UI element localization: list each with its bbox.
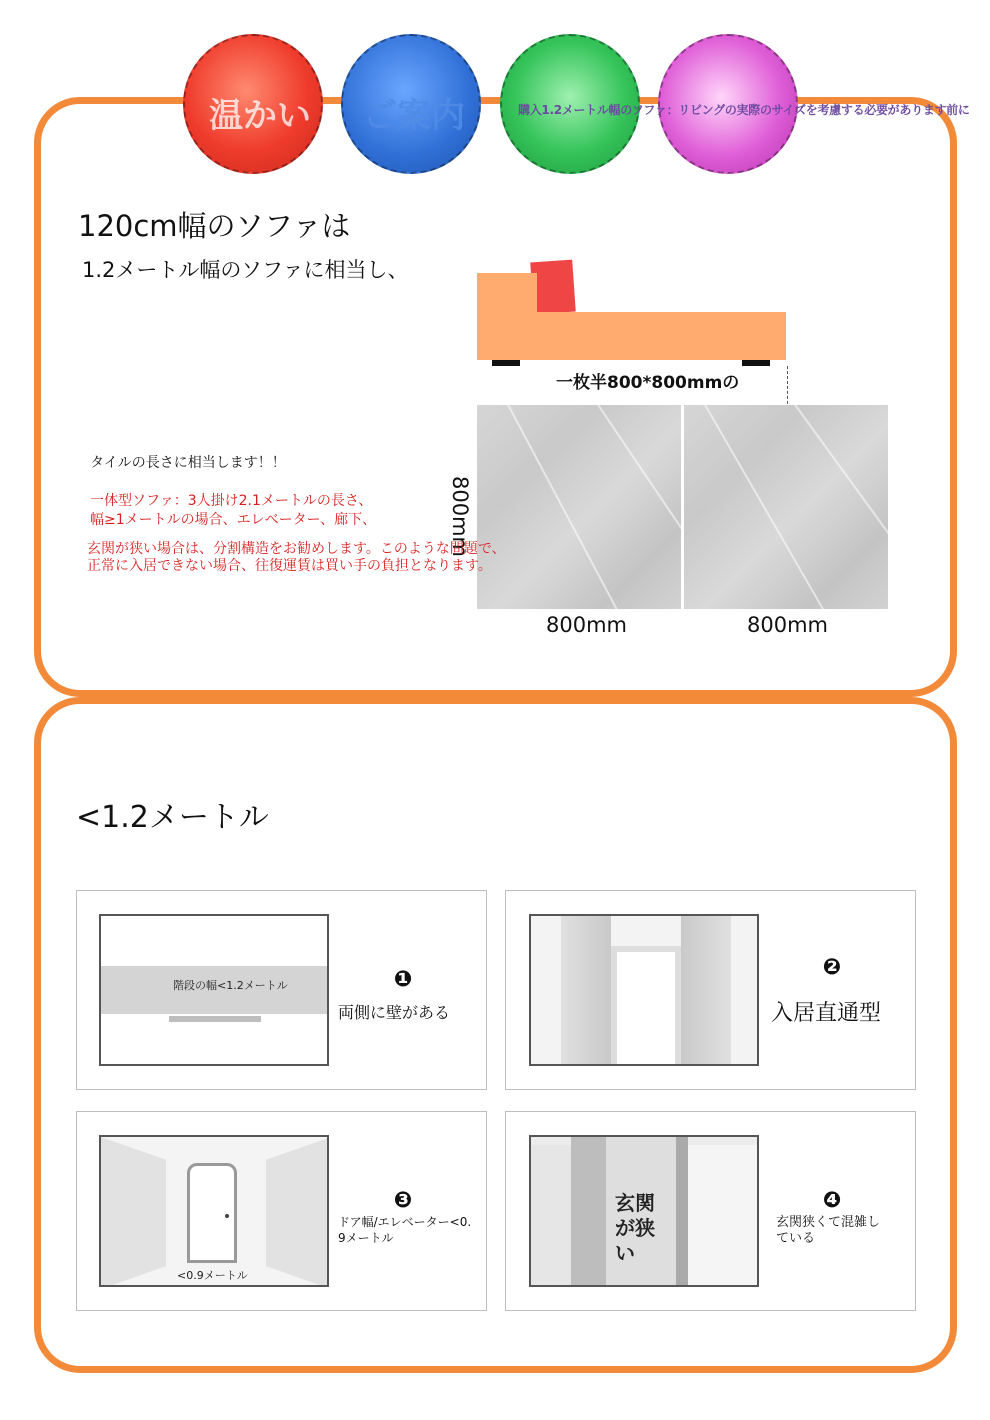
- header-bubble-red: [183, 34, 323, 174]
- card-number-1: ❶: [393, 967, 413, 992]
- card-label-1: 両側に壁がある: [338, 1003, 451, 1022]
- card-stairs: [76, 890, 487, 1090]
- entrance-text-b: が狭: [615, 1216, 655, 1240]
- bubble-text-guide: ご案内: [363, 96, 465, 136]
- card-number-2: ❷: [822, 955, 842, 980]
- card-door: [76, 1111, 487, 1311]
- note-red-2b: 正常に入居できない場合、往復運賃は買い手の負担となります。: [87, 558, 492, 574]
- note-red-1a: 一体型ソファ：3人掛け2.1メートルの長さ、: [90, 493, 373, 509]
- tile-bottom-label-left: 800mm: [546, 613, 627, 637]
- section1-subtitle: 1.2メートル幅のソファに相当し、: [82, 258, 409, 282]
- section1-title: 120cm幅のソファは: [78, 209, 351, 243]
- card-label-4b: ている: [776, 1231, 816, 1246]
- door-width-label: <0.9メートル: [177, 1269, 248, 1282]
- card-direct-illustration: [529, 914, 759, 1066]
- card-door-illustration: [99, 1135, 329, 1287]
- entrance-text-c: い: [615, 1241, 635, 1265]
- note-black: タイルの長さに相当します！！: [90, 455, 286, 471]
- bubble-text-warm: 温かい: [209, 96, 311, 136]
- note-red-2a: 玄関が狭い場合は、分割構造をお勧めします。このような問題で、: [87, 541, 506, 557]
- card-entrance-illustration: [529, 1135, 759, 1287]
- sofa-back: [477, 273, 537, 313]
- stairs-width-label: 階段の幅<1.2メートル: [173, 979, 288, 992]
- card-stairs-illustration: [99, 914, 329, 1066]
- note-red-1b: 幅≥1メートルの場合、エレベーター、廊下、: [90, 512, 377, 528]
- sofa-seat: [477, 312, 786, 360]
- card-label-3b: 9メートル: [338, 1231, 394, 1245]
- card-label-4a: 玄関狭くて混雑し: [776, 1215, 881, 1230]
- entrance-text-a: 玄関: [615, 1191, 655, 1215]
- sofa-leg-left: [492, 360, 520, 366]
- sofa-leg-right: [742, 360, 770, 366]
- card-label-3a: ドア幅/エレベーター<0.: [338, 1215, 472, 1229]
- door-icon: [187, 1163, 237, 1263]
- header-ribbon-text: 購入1.2メートル幅のソファ：リビングの実際のサイズを考慮する必要があります前に: [518, 103, 970, 117]
- marble-tile-right: [684, 405, 888, 609]
- sofa-cushion: [530, 260, 576, 315]
- marble-tile-left: [477, 405, 681, 609]
- header-bubble-blue: [341, 34, 481, 174]
- card-narrow-entrance: [505, 1111, 916, 1311]
- section2-title: <1.2メートル: [76, 800, 269, 835]
- card-number-3: ❸: [393, 1188, 413, 1213]
- tile-bottom-label-right: 800mm: [747, 613, 828, 637]
- card-number-4: ❹: [822, 1188, 842, 1213]
- card-label-2: 入居直通型: [771, 1001, 882, 1026]
- tile-caption: 一枚半800*800mmの: [556, 373, 740, 393]
- card-direct-entry: [505, 890, 916, 1090]
- tile-side-label: 800mm: [448, 476, 472, 557]
